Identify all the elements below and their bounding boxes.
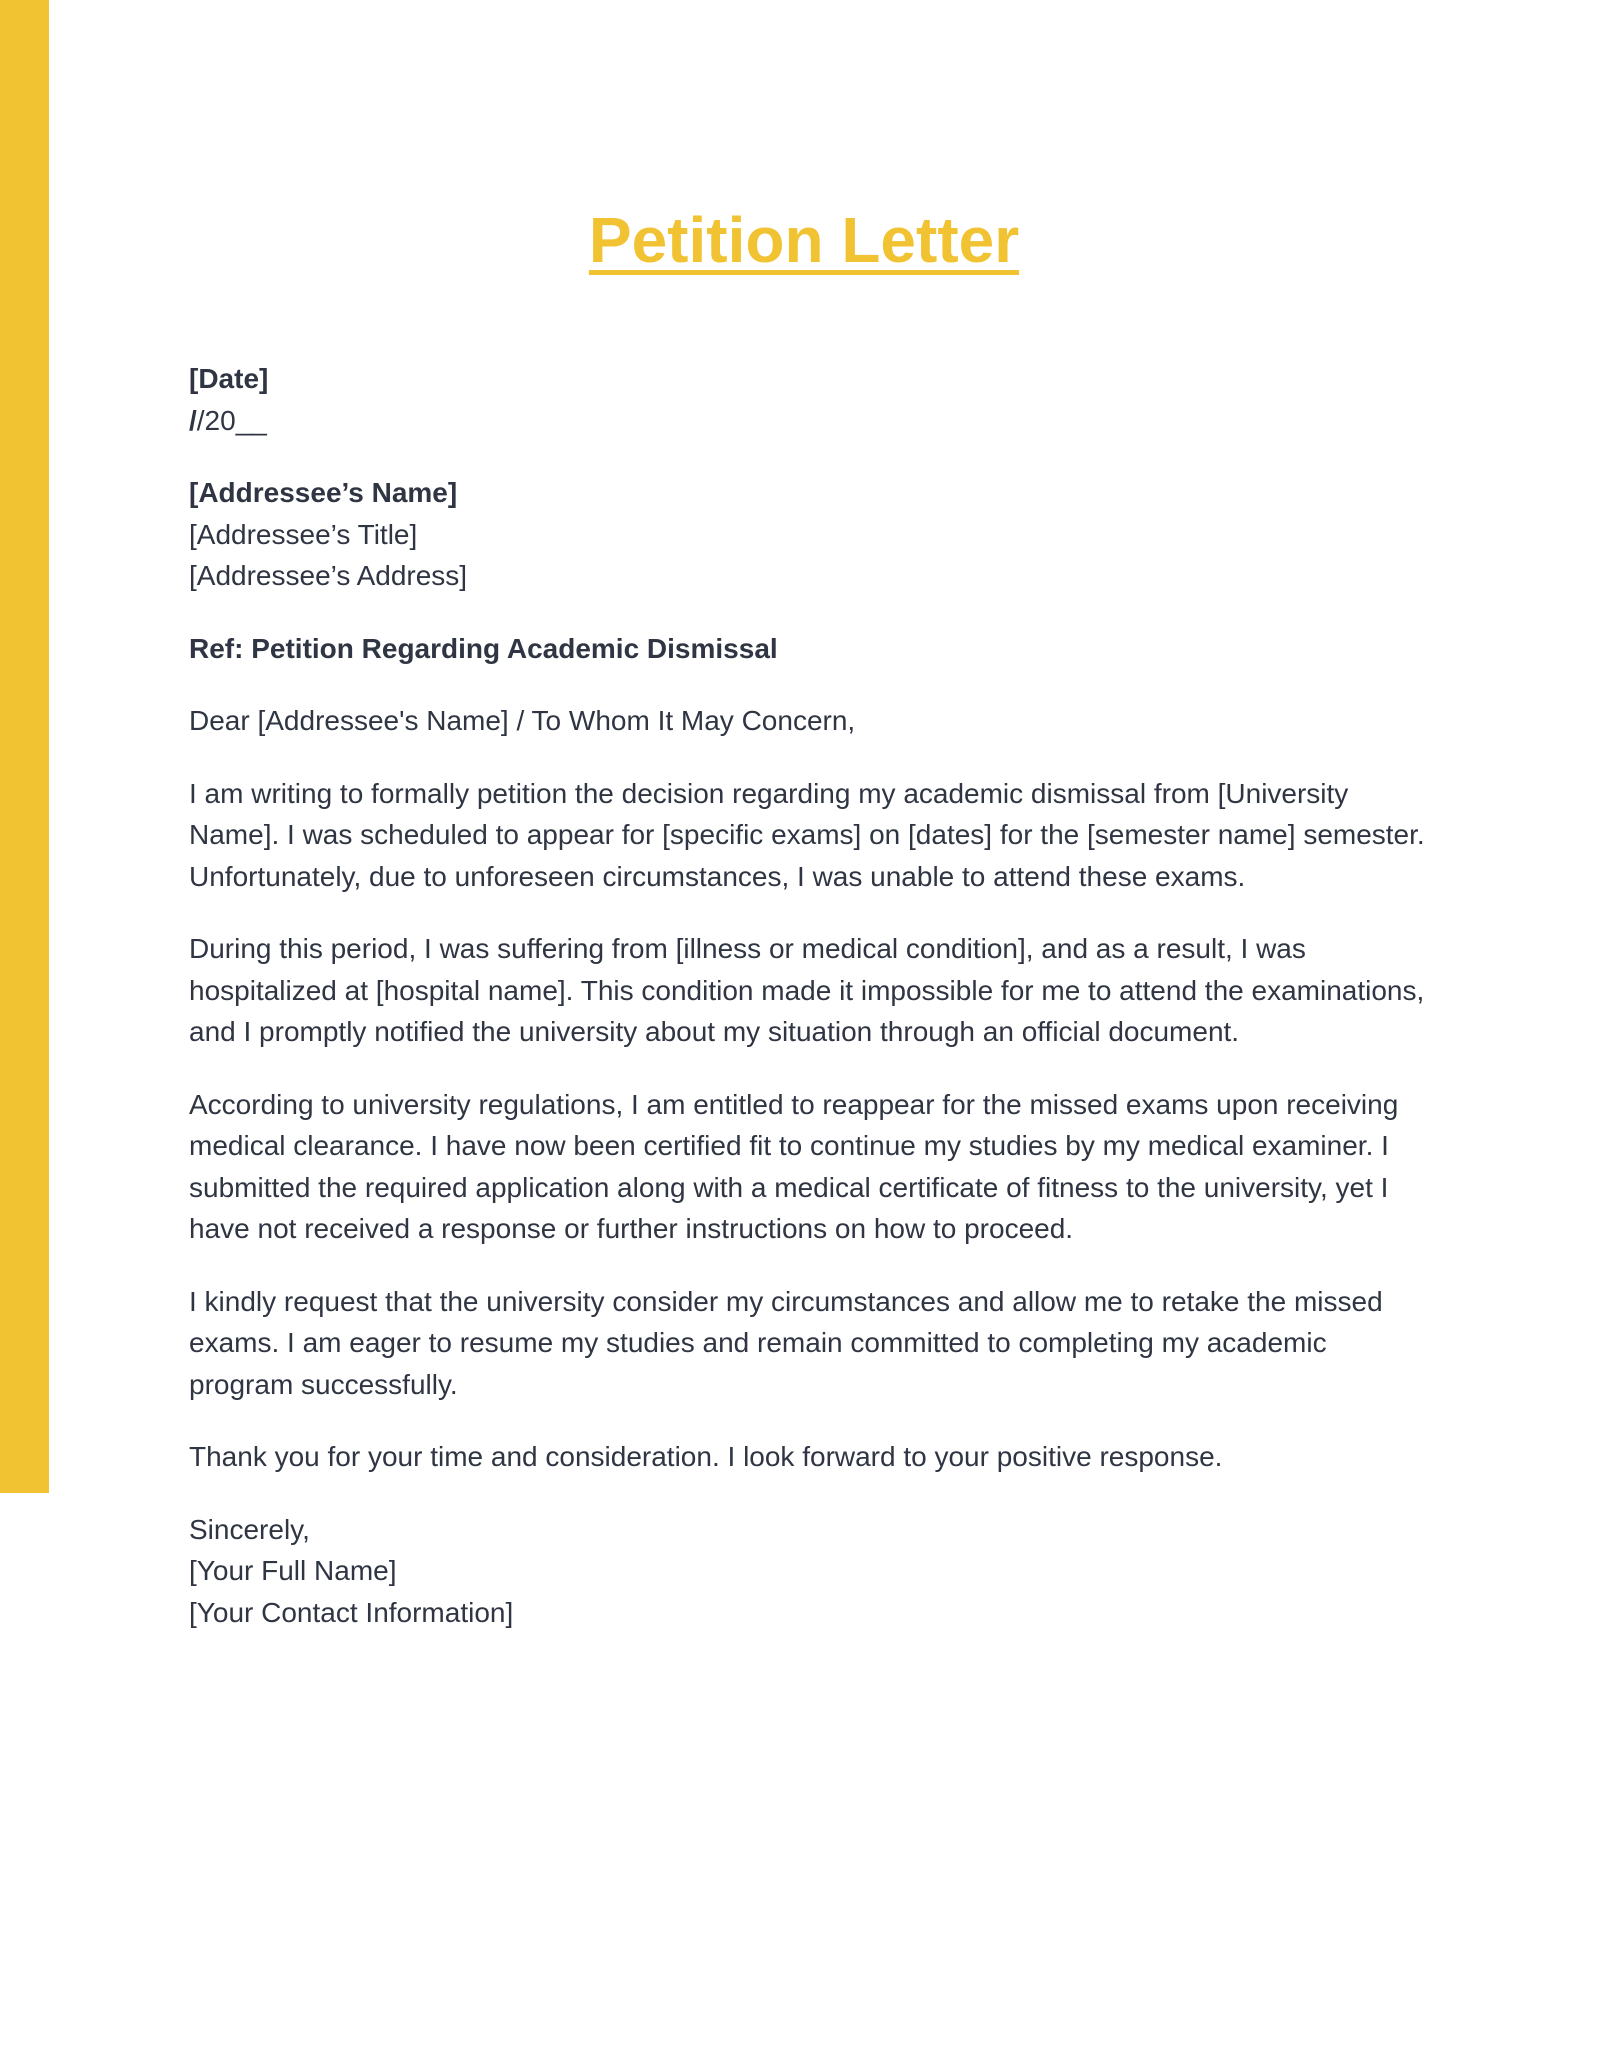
paragraph-3: According to university regulations, I am entitled to reappear for the missed exams upon receiving medical clearance. I have now been certified fit to continue my studies by my medical examiner. I submitted the required application along with a medical certificate of fitness to the university, yet I have not received a response or further instructions on how to proceed. [189,1088,1399,1244]
closing-contact: [Your Contact Information] [189,1596,514,1628]
paragraph-5: Thank you for your time and consideration. I look forward to your positive response. [189,1441,1223,1472]
closing-block [189,1509,1429,1634]
reference-line: Ref: Petition Regarding Academic Dismissal [189,632,778,664]
closing-full-name: [Your Full Name] [189,1555,397,1586]
date-label: [Date] [189,363,269,394]
page-title-text: Petition Letter [588,204,1020,276]
closing-signoff: Sincerely, [189,1513,310,1545]
date-value [189,400,1429,442]
addressee-address: [Addressee’s Address] [189,560,468,591]
paragraph-2: During this period, I was suffering from [illness or medical condition], and as a result, I was hospitalized at [hospital name]. This condition made it impossible for me to attend the examinations, and I promptly notified the university about my situation through an official document. [189,933,1425,1047]
salutation: Dear [Addressee's Name] / To Whom It May Concern, [189,705,856,736]
letter-body [189,358,1429,1664]
accent-side-bar [0,0,49,1493]
addressee-name: [Addressee’s Name] [189,477,458,508]
addressee-title: [Addressee’s Title] [189,518,418,550]
paragraph-1: I am writing to formally petition the decision regarding my academic dismissal from [University Name]. I was scheduled to appear for [specific exams] on [dates] for the [semester name] semester. Unfortunately, due to unforeseen circumstances, I was unable to attend these exams. [189,777,1425,892]
date-block [189,358,1429,441]
date-value-prefix: / [189,404,197,436]
salutation-block [189,700,1429,742]
date-value-rest: /20__ [196,404,267,436]
paragraph-4: I kindly request that the university consider my circumstances and allow me to retake the missed exams. I am eager to resume my studies and remain committed to completing my academic program successfully. [189,1285,1383,1400]
reference-block [189,628,1429,670]
addressee-block [189,472,1429,597]
page-title [189,197,1419,283]
